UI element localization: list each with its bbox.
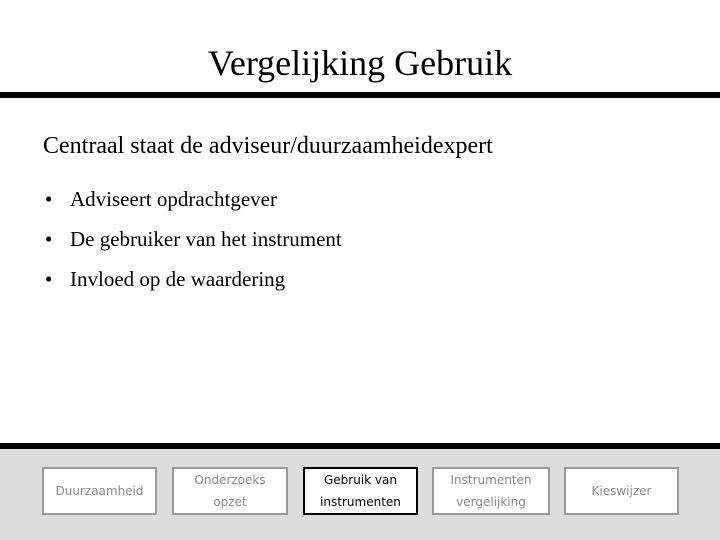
bullet-text: De gebruiker van het instrument (70, 227, 342, 251)
nav-button-label: Kieswijzer (591, 484, 652, 498)
intro-text: Centraal staat de adviseur/duurzaamheidexpert (43, 133, 493, 159)
bullet-icon: • (45, 187, 53, 211)
nav-button-label: vergelijking (456, 495, 526, 509)
nav-button-label: Duurzaamheid (55, 484, 144, 498)
bullet-text: Invloed op de waardering (70, 267, 286, 291)
nav-button-label: Instrumenten (450, 473, 532, 487)
nav-button-gebruik-van-instrumenten[interactable] (303, 467, 418, 515)
nav-button-label: Gebruik van (324, 473, 397, 487)
bullet-icon: • (45, 227, 53, 251)
bullet-text: Adviseert opdrachtgever (70, 187, 277, 211)
title-divider (0, 92, 720, 98)
slide-title: Vergelijking Gebruik (207, 43, 513, 83)
nav-button-instrumenten-vergelijking[interactable] (432, 467, 550, 515)
navigation-divider (0, 443, 720, 449)
nav-button-label: instrumenten (320, 495, 401, 509)
bullet-icon: • (45, 267, 53, 291)
nav-button-onderzoeks-opzet[interactable] (172, 467, 288, 515)
nav-button-label: Onderzoeks (194, 473, 266, 487)
nav-button-kieswijzer[interactable] (564, 467, 679, 515)
nav-button-label: opzet (213, 495, 247, 509)
nav-button-duurzaamheid[interactable] (42, 467, 157, 515)
